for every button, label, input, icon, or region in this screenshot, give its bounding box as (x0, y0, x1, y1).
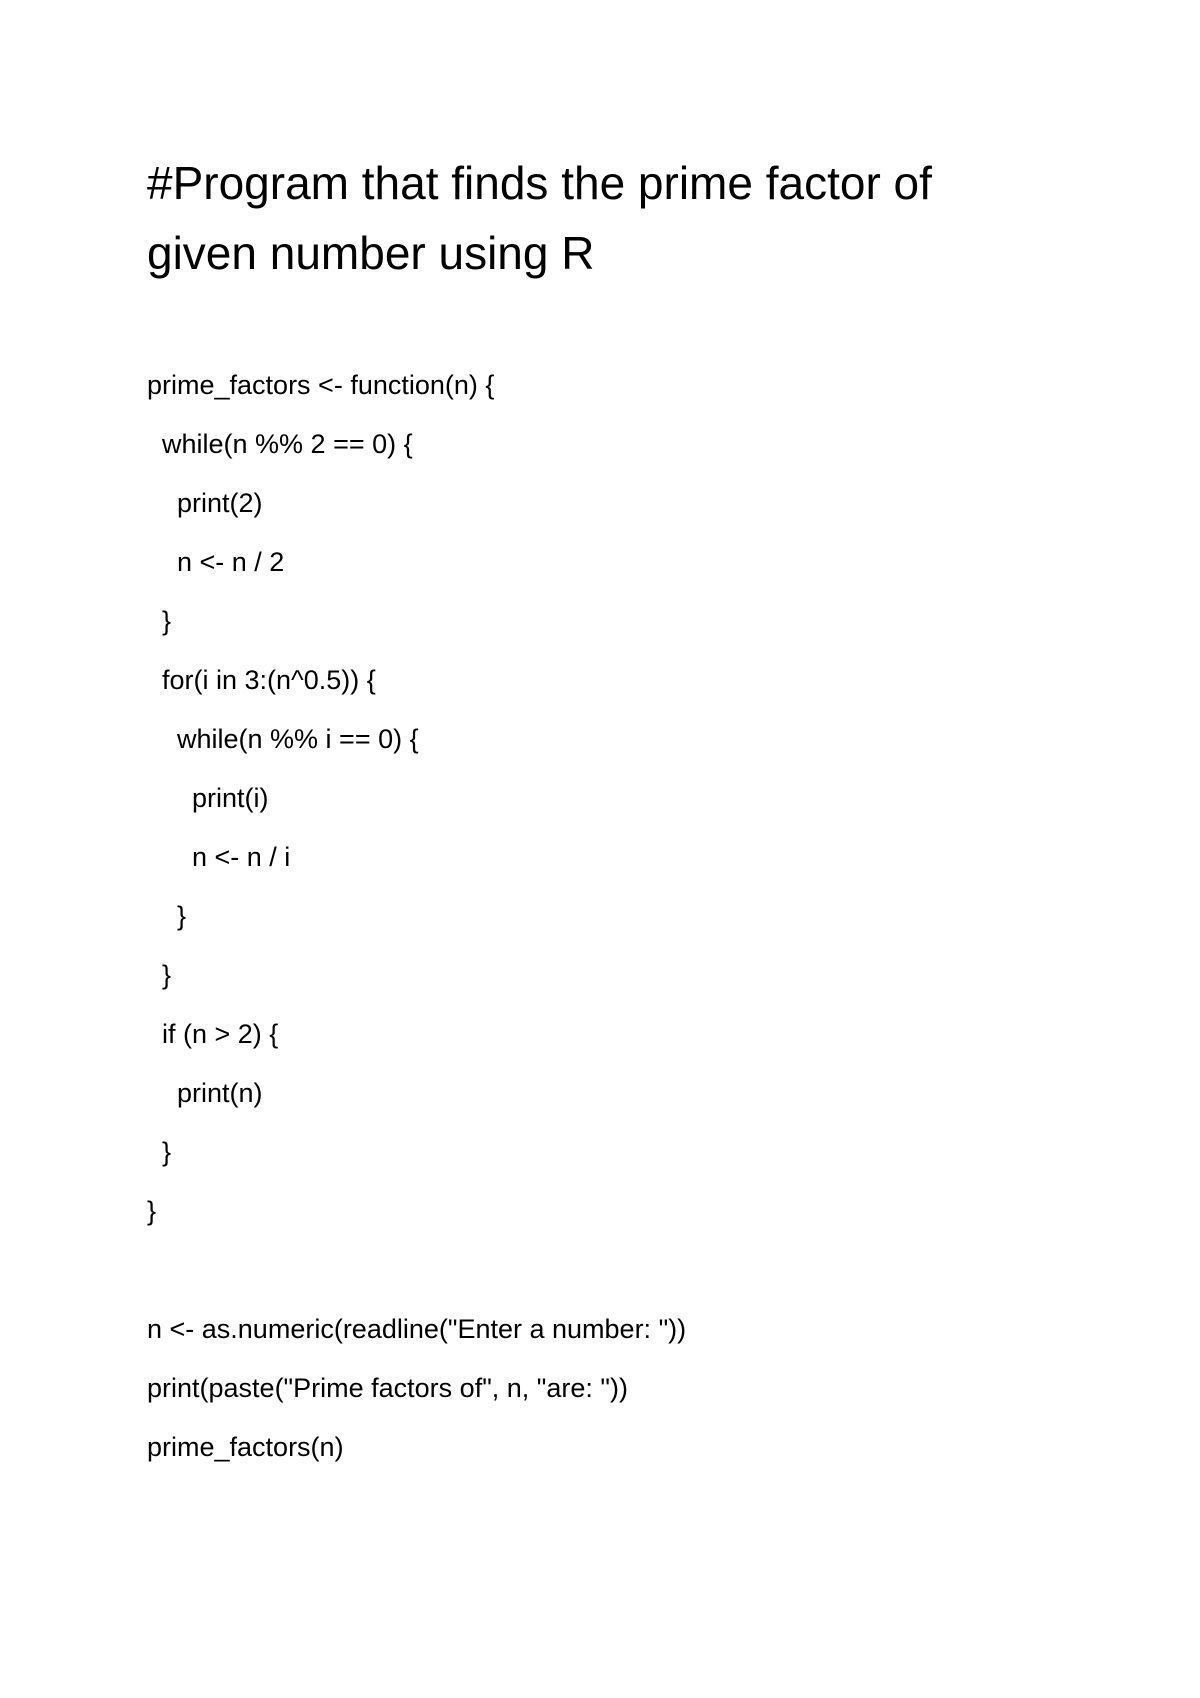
code-line: } (147, 960, 172, 990)
code-line: } (147, 1196, 157, 1226)
title-line-1: #Program that finds the prime factor of (147, 157, 932, 209)
code-line: print(2) (147, 488, 263, 518)
code-line: n <- n / i (147, 842, 291, 872)
code-line: while(n %% i == 0) { (147, 724, 419, 754)
blank-line (147, 1241, 686, 1300)
code-line: for(i in 3:(n^0.5)) { (147, 665, 376, 695)
code-line: n <- n / 2 (147, 547, 285, 577)
code-line: if (n > 2) { (147, 1019, 279, 1049)
code-line: } (147, 901, 187, 931)
document-title (147, 148, 1087, 288)
code-line: print(paste("Prime factors of", n, "are: ")) (147, 1373, 628, 1403)
code-line: prime_factors <- function(n) { (147, 370, 495, 400)
title-line-2: given number using R (147, 227, 595, 279)
code-block (147, 356, 686, 1477)
code-line: print(n) (147, 1078, 263, 1108)
code-line: prime_factors(n) (147, 1432, 344, 1462)
code-line: while(n %% 2 == 0) { (147, 429, 413, 459)
code-line: print(i) (147, 783, 269, 813)
code-line: n <- as.numeric(readline("Enter a number: ")) (147, 1314, 687, 1344)
code-line: } (147, 1137, 172, 1167)
code-line: } (147, 606, 172, 636)
